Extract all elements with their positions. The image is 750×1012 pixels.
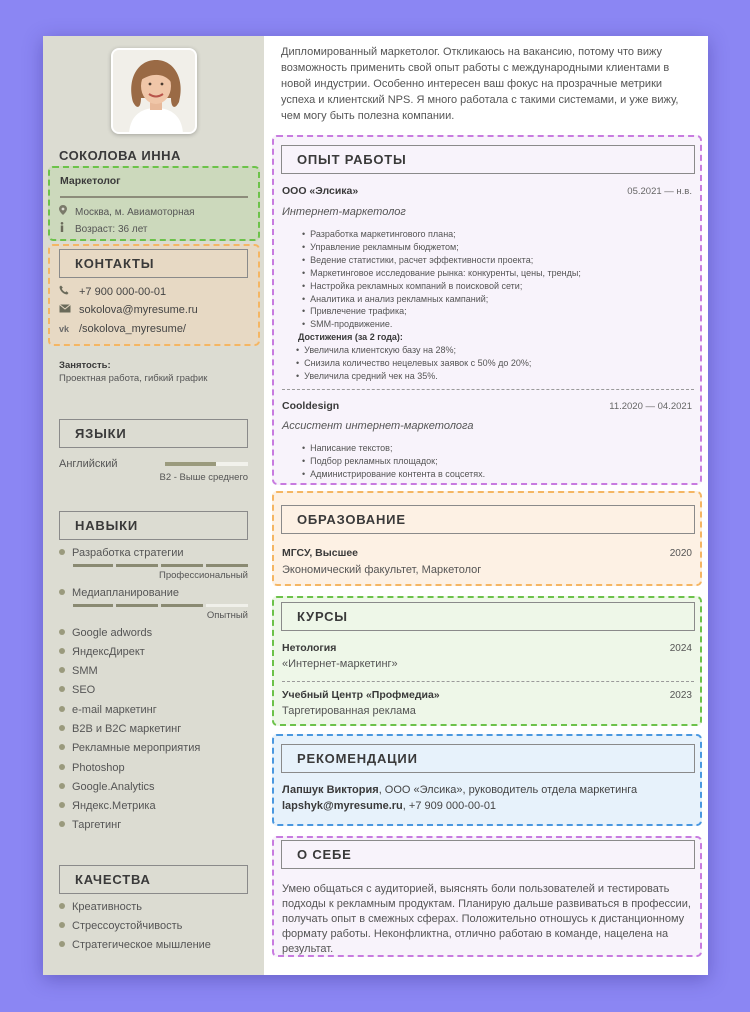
about-section	[272, 836, 702, 957]
recommender-line	[282, 784, 637, 796]
list-item: • Ведение статистики, расчет эффективности проекта;	[302, 254, 581, 267]
resume-page	[43, 36, 708, 975]
skill-segment	[161, 604, 203, 607]
quality-item: Стрессоустойчивость	[59, 920, 182, 932]
list-item: • Разработка маркетингового плана;	[302, 228, 581, 241]
bullet-icon	[59, 648, 65, 654]
skill-item: Рекламные мероприятия	[59, 742, 200, 754]
course-name: Учебный Центр «Профмедиа»	[282, 689, 440, 701]
list-item: • SMM-продвижение.	[302, 318, 581, 331]
vk-icon: vk	[59, 324, 70, 334]
job-duties	[302, 442, 485, 481]
language-level-fill	[165, 462, 216, 466]
quality-item: Креативность	[59, 901, 142, 913]
list-item: • Аналитика и анализ рекламных кампаний;	[302, 293, 581, 306]
skill-item: Google adwords	[59, 627, 152, 639]
bullet-icon	[59, 549, 65, 555]
list-item: • Подбор рекламных площадок;	[302, 455, 485, 468]
skill-item: Google.Analytics	[59, 781, 155, 793]
bullet-icon	[59, 686, 65, 692]
skill-segment	[206, 564, 248, 567]
bullet-icon	[59, 783, 65, 789]
recommendations-heading: РЕКОМЕНДАЦИИ	[281, 744, 695, 773]
list-item: • Администрирование контента в соцсетях.	[302, 468, 485, 481]
bullet-icon	[59, 922, 65, 928]
skill-item: e-mail маркетинг	[59, 704, 157, 716]
skill-item: Photoshop	[59, 762, 125, 774]
list-item: • Управление рекламным бюджетом;	[302, 241, 581, 254]
vk-text: /sokolova_myresume/	[79, 323, 186, 335]
achievements-label: Достижения (за 2 года):	[298, 332, 403, 342]
language-name: Английский	[59, 458, 118, 470]
skill-item: Яндекс.Метрика	[59, 800, 156, 812]
intro-text: Дипломированный маркетолог. Откликаюсь на вакансию, потому что вижу возможность применить свой опыт работы с международными клиентами в новой индустрии. Особенно интересен ваш фокус на прозрачные метрики успеха и клиентский NPS. Я много работала с такими системами, и уже вижу, чем могу быть полезна компании.	[281, 46, 679, 122]
skill-item: B2B и B2C маркетинг	[59, 723, 181, 735]
position-title: Маркетолог	[60, 175, 121, 187]
education-name: МГСУ, Высшее	[282, 547, 359, 559]
bullet-icon	[59, 764, 65, 770]
contacts-heading: КОНТАКТЫ	[59, 249, 248, 278]
bullet-icon	[59, 629, 65, 635]
languages-heading: ЯЗЫКИ	[59, 419, 248, 448]
person-name: СОКОЛОВА ИННА	[59, 148, 181, 163]
job-duties	[302, 228, 581, 331]
recommender-org: , ООО «Элсика», руководитель отдела маркетинга	[378, 784, 638, 796]
recommender-email: lapshyk@myresume.ru	[282, 800, 403, 812]
info-icon	[59, 222, 75, 234]
skill-item	[59, 547, 184, 559]
bullet-icon	[59, 802, 65, 808]
education-detail: Экономический факультет, Маркетолог	[282, 564, 482, 576]
skill-segment	[116, 604, 158, 607]
skill-segment	[73, 564, 113, 567]
bullet-icon	[59, 744, 65, 750]
language-level: B2 - Выше среднего	[159, 472, 248, 483]
course-year: 2023	[669, 690, 692, 701]
job-company: Cooldesign	[282, 400, 340, 412]
bullet-icon	[59, 941, 65, 947]
divider	[282, 389, 694, 390]
list-item: • Увеличила средний чек на 35%.	[296, 370, 531, 383]
experience-heading: ОПЫТ РАБОТЫ	[281, 145, 695, 174]
skill-name: Разработка стратегии	[72, 547, 184, 559]
about-heading: О СЕБЕ	[281, 840, 695, 869]
job-role: Интернет-маркетолог	[282, 206, 406, 218]
language-level-bar	[165, 462, 248, 466]
employment-value: Проектная работа, гибкий график	[59, 373, 208, 384]
skill-item: SMM	[59, 665, 98, 677]
job-dates: 05.2021 — н.в.	[627, 186, 692, 197]
email-text: sokolova@myresume.ru	[79, 304, 198, 316]
age-row	[59, 222, 148, 235]
skill-item: SEO	[59, 684, 95, 696]
divider	[282, 681, 694, 682]
bullet-icon	[59, 725, 65, 731]
experience-section	[272, 135, 702, 485]
recommender-contact[interactable]	[282, 800, 496, 812]
quality-item: Стратегическое мышление	[59, 939, 211, 951]
recommender-phone: , +7 909 000-00-01	[402, 800, 497, 812]
profile-photo	[111, 48, 197, 134]
bullet-icon	[59, 903, 65, 909]
phone-row[interactable]	[59, 285, 166, 298]
email-row[interactable]	[59, 304, 198, 316]
job-dates: 11.2020 — 04.2021	[609, 401, 692, 412]
employment-label: Занятость:	[59, 360, 111, 371]
education-year: 2020	[669, 548, 692, 559]
bullet-icon	[59, 706, 65, 712]
skill-item: Таргетинг	[59, 819, 121, 831]
divider	[60, 196, 248, 198]
bullet-icon	[59, 821, 65, 827]
recommendations-section	[272, 734, 702, 826]
skill-segment	[73, 604, 113, 607]
list-item: • Снизила количество нецелевых заявок с 50% до 20%;	[296, 357, 531, 370]
recommender-name: Лапшук Виктория	[282, 784, 379, 796]
bullet-icon	[59, 667, 65, 673]
phone-icon	[59, 285, 79, 298]
skill-level: Опытный	[206, 610, 248, 621]
job-role: Ассистент интернет-маркетолога	[282, 420, 474, 432]
list-item: • Написание текстов;	[302, 442, 485, 455]
skill-item: ЯндексДирект	[59, 646, 145, 658]
vk-row[interactable]	[59, 323, 186, 335]
age-text: Возраст: 36 лет	[75, 224, 148, 235]
education-section	[272, 491, 702, 586]
skill-level: Профессиональный	[159, 570, 248, 581]
mail-icon	[59, 304, 79, 316]
job-company: ООО «Элсика»	[282, 185, 359, 197]
location-text: Москва, м. Авиамоторная	[75, 207, 195, 218]
course-detail: Таргетированная реклама	[282, 705, 416, 717]
skill-segment	[161, 564, 203, 567]
location-row	[59, 205, 195, 218]
skills-heading: НАВЫКИ	[59, 511, 248, 540]
skill-segment-empty	[206, 604, 248, 607]
list-item: • Маркетинговое исследование рынка: конкуренты, цены, тренды;	[302, 267, 581, 280]
sidebar	[43, 36, 264, 975]
course-detail: «Интернет-маркетинг»	[282, 658, 398, 670]
courses-heading: КУРСЫ	[281, 602, 695, 631]
list-item: • Привлечение трафика;	[302, 305, 581, 318]
skill-segment	[116, 564, 158, 567]
about-text: Умею общаться с аудиторией, выяснять боли пользователей и тестировать подходы к рекламным продуктам. Планирую дальше развиваться в профессии, получать опыт в смежных сферах. Положительно отношусь к дистанционному формату работы. Неконфликтна, отлично работаю в команде, нацелена на результат.	[282, 883, 691, 955]
list-item: • Увеличила клиентскую базу на 28%;	[296, 344, 531, 357]
skill-name: Медиапланирование	[72, 587, 179, 599]
education-heading: ОБРАЗОВАНИЕ	[281, 505, 695, 534]
bullet-icon	[59, 589, 65, 595]
qualities-heading: КАЧЕСТВА	[59, 865, 248, 894]
main-content	[264, 36, 708, 975]
courses-section	[272, 596, 702, 726]
achievements-list	[296, 344, 531, 383]
course-year: 2024	[669, 643, 692, 654]
location-pin-icon	[59, 205, 75, 217]
skill-item	[59, 587, 179, 599]
phone-text: +7 900 000-00-01	[79, 286, 167, 298]
list-item: • Настройка рекламных компаний в поисковой сети;	[302, 280, 581, 293]
course-name: Нетология	[282, 642, 337, 654]
